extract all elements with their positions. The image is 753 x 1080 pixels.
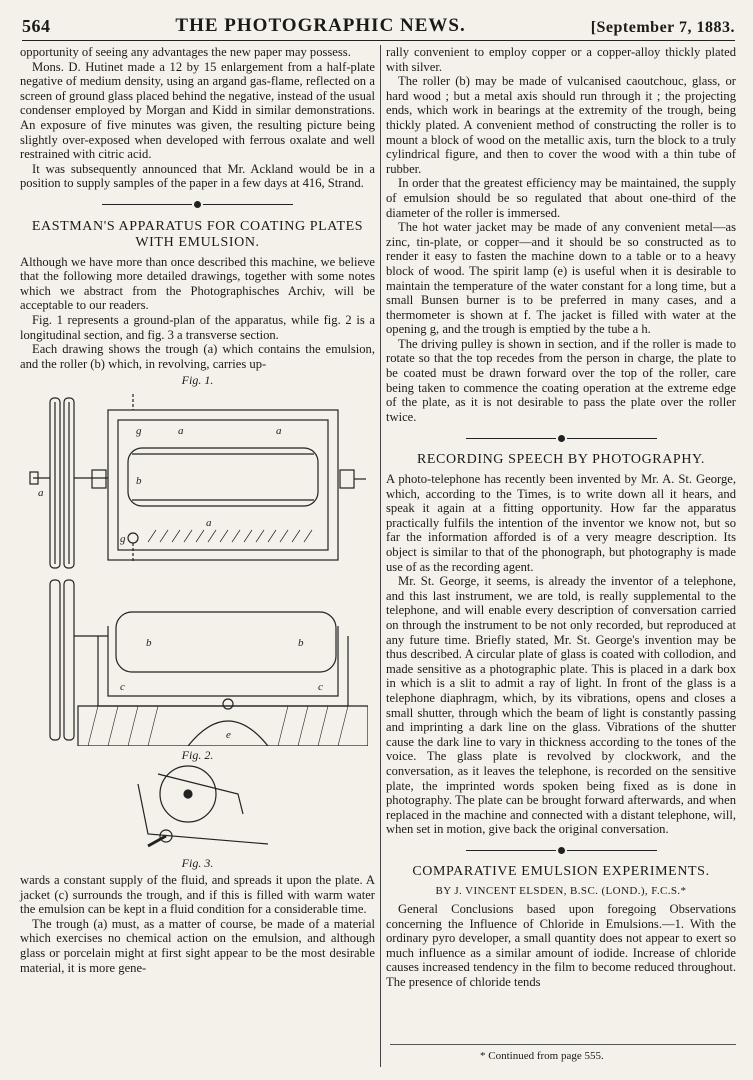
figure-caption: Fig. 2. bbox=[181, 747, 214, 762]
right-column bbox=[386, 45, 736, 990]
paragraph: wards a constant supply of the fluid, and spreads it upon the plate. A jacket (c) surrounds the trough, and if this is filled with warm water the emulsion can be kept in a fluid condition for a considerable time. bbox=[20, 873, 375, 917]
paragraph: opportunity of seeing any advantages the new paper may possess. bbox=[20, 45, 351, 59]
svg-text:b: b bbox=[145, 636, 151, 649]
paragraph: It was subsequently announced that Mr. Ackland would be in a position to supply samples of the paper in a few days at 416, Strand. bbox=[20, 161, 375, 191]
figure-2-longitudinal-section bbox=[28, 576, 368, 746]
svg-text:b: b bbox=[297, 636, 303, 649]
svg-text:c: c bbox=[119, 680, 125, 693]
footnote-rule bbox=[390, 1044, 736, 1045]
left-column bbox=[20, 45, 375, 975]
page-number: 564 bbox=[22, 16, 51, 36]
svg-text:c: c bbox=[317, 680, 323, 693]
svg-text:b: b bbox=[135, 474, 141, 487]
paragraph: The trough (a) must, as a matter of course, be made of a material which exercises no chemical action on the emulsion, and although glass or porcelain might at first sight appear to be the most desirable material, it is more gene- bbox=[20, 916, 375, 975]
svg-text:a: a bbox=[275, 424, 281, 437]
paragraph: Fig. 1 represents a ground-plan of the apparatus, while fig. 2 is a longitudinal section, and fig. 3 a transverse section. bbox=[20, 312, 375, 342]
paragraph: General Conclusions based upon foregoing Observations concerning the Influence of Chloride in Emulsions.—1. With the ordinary pyro developer, a small quantity does not appear to exert so much influence as a similar amount of iodide. Increase of chloride causes increased tendency in the film to become reduced throughout. The presence of chloride tends bbox=[386, 902, 736, 990]
paragraph: A photo-telephone has recently been invented by Mr. A. St. George, which, according to the Times, is to write down all it hears, and speak it again at a fitting opportunity. How far the apparatus practically fulfils the intention of the inventor we know not, but so far the information afforded is of a very meagre description. Its object is similar to that of the phonograph, but photography is made use of as the recording agent. bbox=[386, 472, 736, 574]
svg-text:g: g bbox=[135, 424, 141, 437]
figure-caption: Fig. 1. bbox=[181, 373, 214, 388]
paragraph: The driving pulley is shown in section, and if the roller is made to rotate so that the top recedes from the person in charge, the plate to be coated must be drawn forward over the top of the roller, care being taken to commence the coating operation at the extreme edge of the plate, as it is not desirable to pass the plate over the roller twice. bbox=[386, 336, 736, 424]
article-title: EASTMAN'S APPARATUS FOR COATING PLATES WITH EMULSION. bbox=[31, 218, 364, 250]
article-title: COMPARATIVE EMULSION EXPERIMENTS. bbox=[412, 864, 710, 880]
section-rule bbox=[386, 431, 736, 446]
svg-text:a: a bbox=[37, 486, 43, 499]
paragraph: In order that the greatest efficiency may be maintained, the supply of emulsion should be so regulated that about one-third of the diameter of the roller is immersed. bbox=[386, 176, 736, 220]
paragraph: Although we have more than once described this machine, we believe that the following more detailed drawings, together with some notes which we abstract from the Photographisches Archiv, will be acceptable to our readers. bbox=[20, 254, 375, 313]
paragraph: Mr. St. George, it seems, is already the inventor of a telephone, and this last instrument, we are told, is really supplemental to the telephone, and will enable every description of conversation carried on through the instrument to be not only recorded, but reproduced at any future time. Briefly stated, Mr. St. George's invention may be thus described. A circular plate of glass is coated with collodion, and made sensitive as a photographic plate. This is placed in a dark box in which is a slit to admit a ray of light. In front of the glass is a telephone diaphragm, which, by its vibrations, opens and closes a small shutter, through which the beam of light is constantly passing and imprinting a dark line on the glass. Vibrations of the shutter cause the dark line to vary in thickness according to the tones of the voice. The glass plate is revolved by clockwork, and the conversation, as it leaves the telephone, is recorded on the sensitive plate, the imprinted words spoken being fixed as is done in photography. The plate can be brought forward afterwards, and when replaced in the machine and connected with a distant telephone, will, when set in motion, give back the original conversation. bbox=[386, 574, 736, 837]
svg-text:g: g bbox=[119, 532, 125, 545]
figure-1-ground-plan bbox=[28, 390, 368, 570]
footnote: * Continued from page 555. bbox=[480, 1050, 604, 1062]
column-divider bbox=[380, 45, 381, 1067]
article-title: RECORDING SPEECH BY PHOTOGRAPHY. bbox=[416, 452, 706, 468]
paragraph: Each drawing shows the trough (a) which contains the emulsion, and the roller (b) which, in revolving, carries up- bbox=[20, 342, 375, 371]
section-rule bbox=[386, 844, 736, 859]
svg-text:a: a bbox=[205, 516, 211, 529]
page-header bbox=[22, 14, 735, 41]
svg-text:a: a bbox=[177, 424, 183, 437]
paragraph: The roller (b) may be made of vulcanised caoutchouc, glass, or hard wood ; but a metal axis should run through it ; the projecting ends, which work in bearings at the extremity of the trough, being thickly plated. A convenient method of constructing the roller is to mount a block of wood on the metallic axis, turn the block to a truly cylindrical figure, and then to cover the wood with a thin tube of rubber. bbox=[386, 74, 736, 176]
section-rule bbox=[20, 198, 375, 213]
figure-caption: Fig. 3. bbox=[181, 856, 214, 871]
paragraph: The hot water jacket may be made of any convenient metal—as zinc, tin-plate, or copper—and it should be so constructed as to render it easy to fasten the machine down to a table or to a heavy block of wood. The spirit lamp (e) is useful when it is desirable to maintain the temperature of the water constant for a long time, but a small Bunsen burner is to be preferred in many cases, and a thermometer is shown at f. The jacket is filled with water at the opening g, and the trough is emptied by the tube a h. bbox=[386, 220, 736, 337]
figure-3-transverse-section bbox=[118, 764, 278, 854]
issue-date: [September 7, 1883. bbox=[590, 19, 735, 36]
publication-title: THE PHOTOGRAPHIC NEWS. bbox=[175, 15, 466, 36]
paragraph: rally convenient to employ copper or a copper-alloy thickly plated with silver. bbox=[386, 45, 736, 74]
svg-text:e: e bbox=[225, 728, 231, 741]
author-byline: BY J. VINCENT ELSDEN, B.SC. (LOND.), F.C.S.* bbox=[435, 885, 687, 898]
paragraph: Mons. D. Hutinet made a 12 by 15 enlargement from a half-plate negative of medium density, using an argand gas-flame, reflected on a screen of ground glass placed behind the negative, instead of the usual condenser employed by Morgan and Kidd in similar demonstrations. An exposure of five minutes was given, the resulting picture being slightly over-exposed when developed with ferrous oxalate and well restrained with citric acid. bbox=[20, 59, 375, 162]
